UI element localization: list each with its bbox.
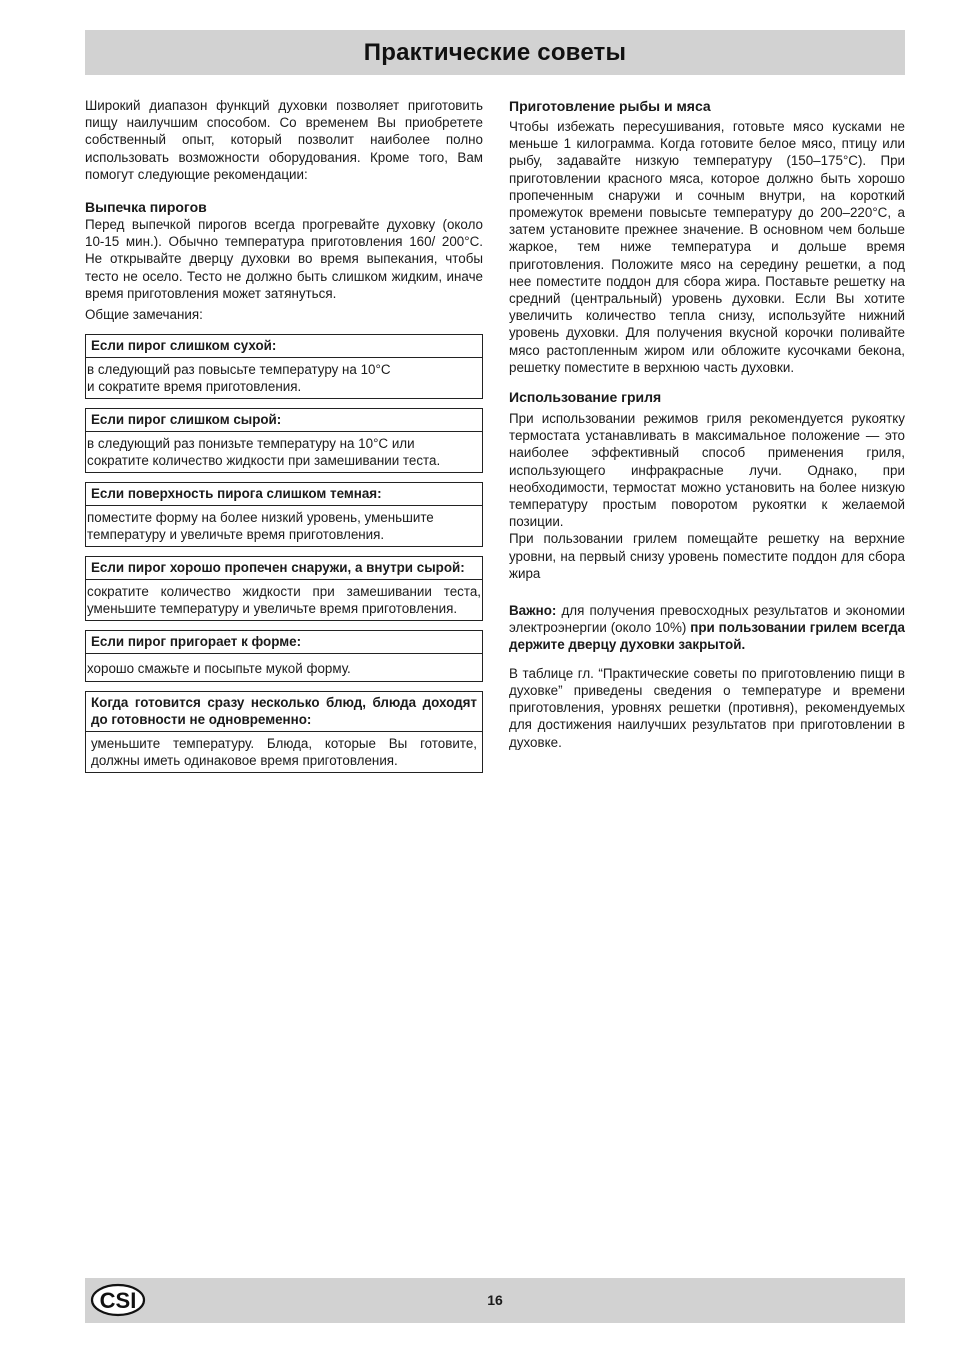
logo-text: CSI [99,1288,137,1313]
tip-box-dark-surface [85,482,483,547]
tip-body: в следующий раз повысьте температуру на 10°С и сократите время приготовления. [87,362,391,395]
baking-paragraph: Перед выпечкой пирогов всегда прогревайте духовку (около 10-15 мин.). Обычно температура приготовления 160/ 200°С. Не открывайте дверцу духовки во время выпекания, чтобы тесто не осело. Тесто не должно быть слишком жидким, иначе время приготовления может затянуться. [85,217,483,301]
tip-body: в следующий раз понизьте температуру на 10°С или сократите количество жидкости при замешивании теста. [87,436,441,469]
tip-heading: Если пирог пригорает к форме: [86,631,482,654]
fish-meat-heading: Приготовление рыбы и мяса [509,98,711,114]
tip-box-burns [85,630,483,682]
tip-box-dry [85,334,483,399]
general-notes: Общие замечания: [85,307,203,323]
tip-body: поместите форму на более низкий уровень, уменьшите температуру и увеличьте время приготовления. [87,510,434,543]
grill-heading: Использование гриля [509,389,662,406]
grill-paragraph-1: При использовании режимов гриля рекомендуется рукоятку термостата устанавливать в максимальное положение — это наиболее эффективный способ применения гриля, использующего инфракрасные лучи. Однако, при необходимости, термостат можно установить на более низкую температуру простым поворотом рукоятки к желаемой позиции. [509,411,905,530]
tip-box-multiple-dishes [85,691,483,773]
tip-heading: Если поверхность пирога слишком темная: [86,483,482,506]
left-column [85,97,483,773]
right-column [509,97,905,751]
tip-heading: Если пирог хорошо пропечен снаружи, а внутри сырой: [86,557,482,580]
fish-meat-paragraph: Чтобы избежать пересушивания, готовьте мясо кусками не меньше 1 килограмма. Когда готовите белое мясо, птицу или рыбу, задавайте низкую температуру (150–175°С). При приготовлении красного мяса, которое должно быть хорошо пропеченным снаружи и сочным внутри, на короткий промежуток времени повысьте температуру до 200–220°С, а затем установите прежнее значение. В основном чем больше жаркое, тем ниже температура и дольше время приготовления. Положите мясо на середину решетки, а под нее поместите поддон для сбора жира. Поставьте решетку на средний (центральный) уровень духовки. Если Вы хотите увеличить количество тепла снизу, используйте нижний уровень духовки. Для получения вкусной корочки поливайте мясо растопленным жиром или обложите кусочками бекона, решетку поместите в верхнюю часть духовки. [509,119,905,375]
important-text: для получения превосходных результатов и экономии электроэнергии (около 10%) [509,603,905,636]
tip-body: уменьшите температуру. Блюда, которые Вы готовите, должны иметь одинаковое время приготовления. [91,736,477,769]
tip-heading: Если пирог слишком сырой: [86,409,482,432]
intro-paragraph: Широкий диапазон функций духовки позволяет приготовить пищу наилучшим способом. Со временем Вы приобретете собственный опыт, который позволит наиболее полно использовать возможности оборудования. Кроме того, Вам помогут следующие рекомендации: [85,98,483,182]
tip-heading: Когда готовится сразу несколько блюд, блюда доходят до готовности не одновременно: [86,692,482,732]
footer-bar [85,1278,905,1323]
tip-body: хорошо смажьте и посыпьте мукой форму. [87,661,351,677]
page-title: Практические советы [363,38,627,66]
table-reference-paragraph: В таблице гл. “Практические советы по приготовлению пищи в духовке” приведены сведения о температуре и времени приготовления, уровнях решетки (противня), рекомендуемых для достижения наилучших результатов при приготовлении в духовке. [509,665,905,750]
title-bar [85,30,905,75]
important-bold-text: при пользовании грилем всегда держите дверцу духовки закрытой. [509,620,905,653]
important-note [509,602,905,654]
baking-heading: Выпечка пирогов [85,199,207,216]
grill-paragraph-2: При пользовании грилем помещайте решетку на верхние уровни, на первый снизу уровень поместите поддон для сбора жира [509,531,905,581]
tip-heading: Если пирог слишком сухой: [86,335,482,358]
important-label: Важно: [509,603,557,619]
page-number: 16 [487,1292,503,1308]
tip-box-raw-inside [85,556,483,621]
tip-box-raw [85,408,483,473]
tip-body: сократите количество жидкости при замешивании теста, уменьшите температуру и увеличьте время приготовления. [87,584,481,617]
